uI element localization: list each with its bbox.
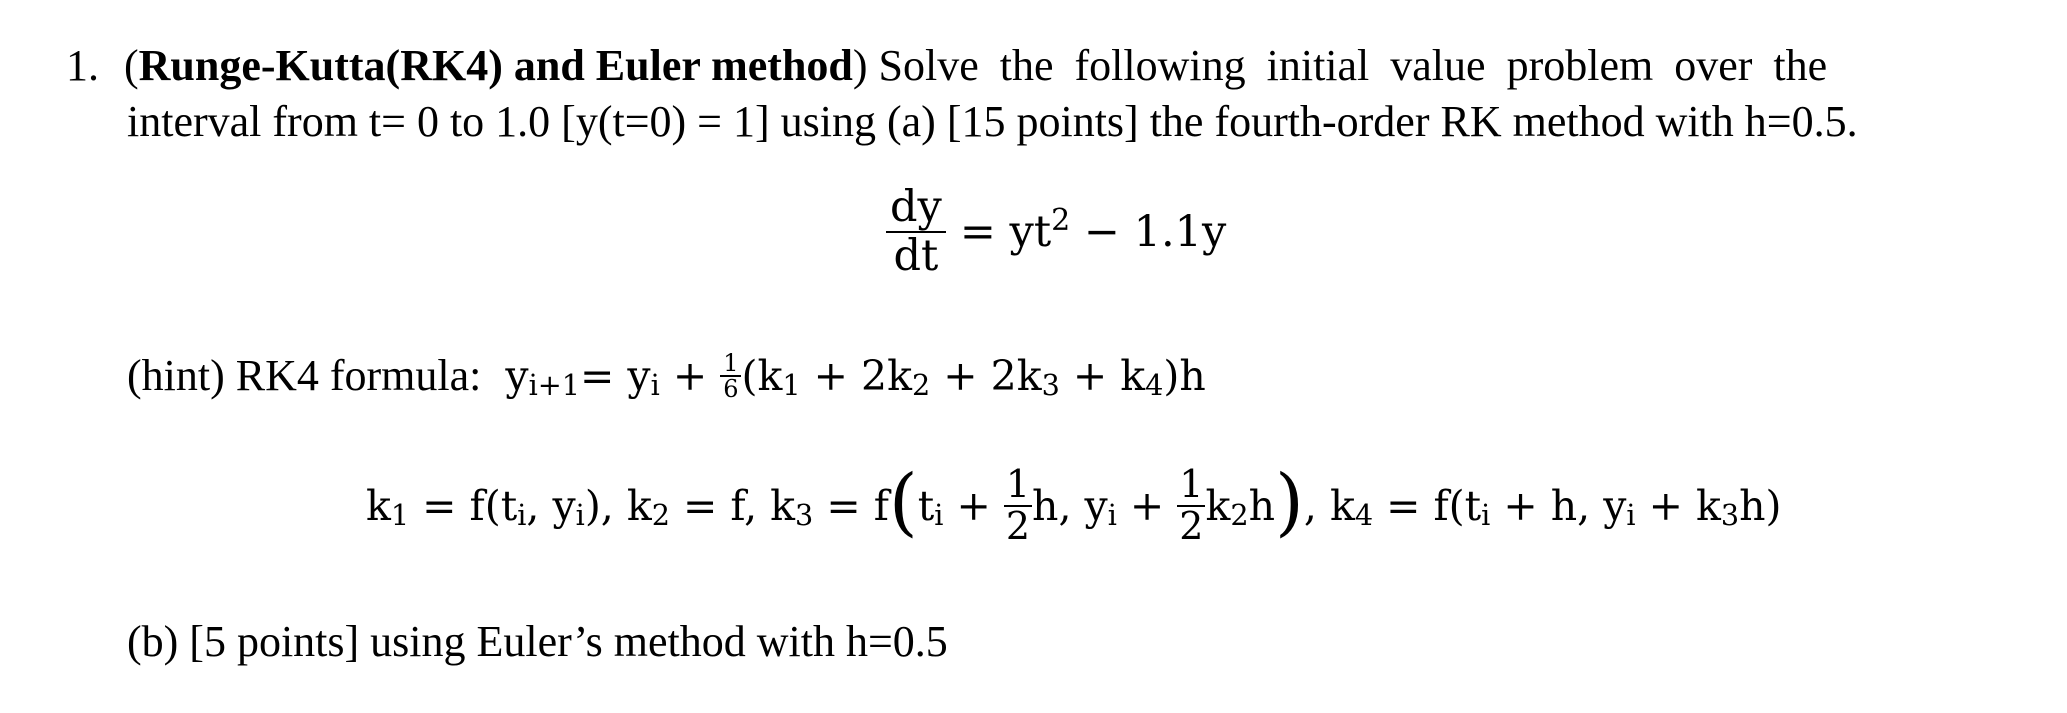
formula-plus-2k: + 2k	[800, 351, 912, 400]
y2-sub: i	[1107, 498, 1117, 533]
one-sixth-fraction	[720, 348, 741, 403]
title-close-paren: )	[852, 41, 868, 90]
half2-num: 1	[1179, 462, 1204, 506]
k2-sub: 2	[911, 367, 931, 402]
k4-sub: 4	[1145, 367, 1164, 402]
t-sub: i	[517, 498, 527, 533]
formula-plus: +	[659, 351, 721, 400]
k1-close: ), k	[584, 481, 652, 530]
k2-eq: = f, k	[669, 481, 796, 530]
formula-y-sub: i	[650, 367, 660, 402]
k1-sub: 1	[782, 367, 801, 402]
k4-mid: + h, y	[1490, 481, 1627, 530]
comma-y: , y	[526, 481, 576, 530]
plus-2: +	[1116, 481, 1178, 530]
close-big-paren: )	[1275, 458, 1304, 545]
rk4-formula	[505, 348, 1206, 403]
derivative-numerator: dy	[890, 182, 942, 232]
derivative-fraction	[886, 184, 946, 281]
rhs-exponent: 2	[1051, 202, 1071, 238]
problem-intro-line-2: interval from t= 0 to 1.0 [y(t=0) = 1] using (a) [15 points] the fourth-order RK method with h=0.5.	[127, 97, 1858, 146]
k4-k3-sub: 3	[1720, 498, 1740, 533]
frac-num: 1	[723, 348, 739, 377]
k4-eq: = f(t	[1373, 481, 1482, 530]
open-big-paren: (	[888, 458, 918, 545]
k1-eq: = f(t	[409, 481, 518, 530]
k-definitions	[366, 458, 1782, 548]
half-fraction-2	[1177, 462, 1205, 548]
hint-label: (hint) RK4 formula:	[127, 351, 482, 400]
y-sub: i	[575, 498, 585, 533]
part-b: (b) [5 points] using Euler’s method with h=0.5	[127, 617, 948, 666]
k2-sub: 2	[651, 498, 670, 533]
formula-open: (k	[741, 351, 783, 400]
ode-rhs	[959, 202, 1227, 258]
formula-lhs: y	[505, 351, 529, 400]
k1-sub: 1	[390, 498, 410, 533]
k4-end: h)	[1739, 481, 1782, 530]
formula-close: )h	[1163, 351, 1206, 400]
derivative-denominator: dt	[893, 231, 939, 282]
ode-equation	[886, 184, 1226, 281]
formula-lhs-sub: i+1	[528, 367, 581, 402]
half2-den: 2	[1179, 503, 1204, 548]
problem-number: 1.	[66, 41, 99, 90]
problem-title: Runge-Kutta(RK4) and Euler method	[138, 41, 853, 90]
k2h: k	[1205, 481, 1231, 530]
k3-sub: 3	[795, 498, 814, 533]
t2: t	[917, 481, 935, 530]
k4-y-sub: i	[1626, 498, 1636, 533]
k4-pre: , k	[1303, 481, 1355, 530]
problem-line-1	[66, 36, 1827, 96]
rhs-prefix: = yt	[959, 207, 1052, 258]
k2h-sub: 2	[1230, 498, 1249, 533]
k2h-h: h	[1248, 481, 1276, 530]
k4-t-sub: i	[1481, 498, 1491, 533]
half-fraction-1	[1004, 462, 1032, 548]
k4-sub: 4	[1354, 498, 1374, 533]
rk4-hint	[127, 350, 1206, 401]
k3-sub: 3	[1041, 367, 1060, 402]
k1: k	[366, 481, 391, 530]
formula-eq-y: = y	[580, 351, 651, 400]
frac-den: 6	[723, 374, 739, 403]
half-num: 1	[1005, 462, 1031, 506]
rhs-suffix: − 1.1y	[1070, 207, 1227, 258]
k4-plus: + k	[1635, 481, 1721, 530]
h-y: h, y	[1032, 481, 1108, 530]
t2-sub: i	[934, 498, 944, 533]
half-den: 2	[1005, 503, 1031, 548]
plus-1: +	[943, 481, 1004, 530]
formula-plus-2k-b: + 2k	[930, 351, 1042, 400]
k3-eq: = f	[813, 481, 889, 530]
title-open-paren: (	[124, 41, 139, 90]
formula-plus-k: + k	[1059, 351, 1146, 400]
problem-intro-line-1: Solve the following initial value problem over the	[878, 41, 1828, 90]
